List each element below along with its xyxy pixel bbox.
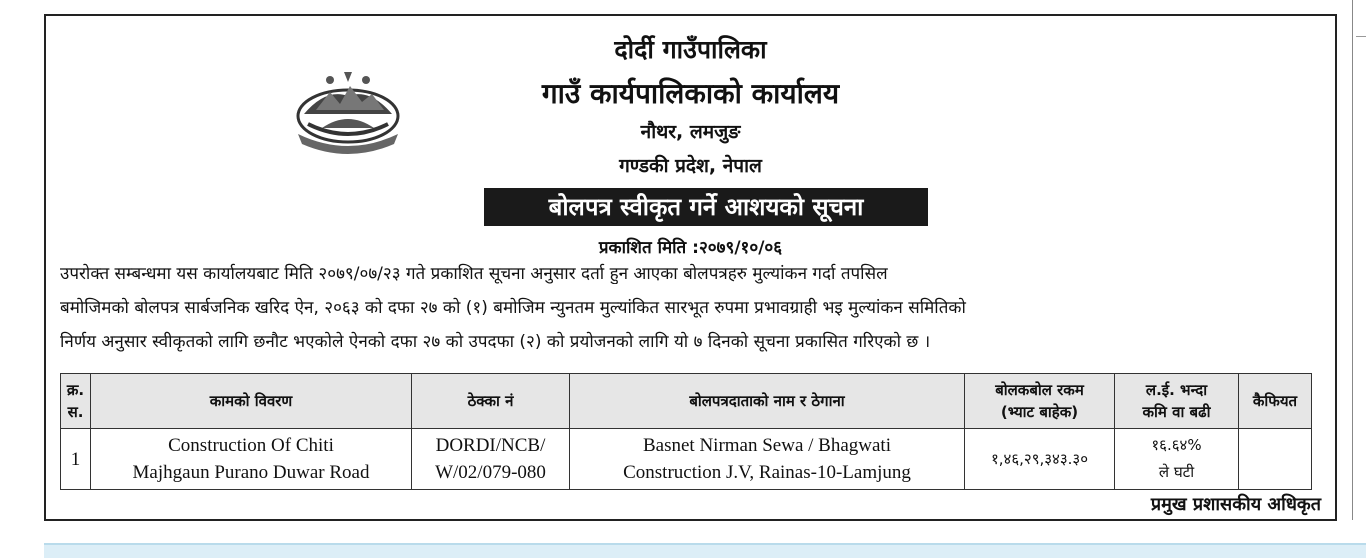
bid-award-table [60,373,1312,490]
municipality-name: दोर्दी गाउँपालिका [614,35,767,64]
header-contract-number: ठेक्का नं [412,374,570,429]
header-estimate-difference: ल.ई. भन्दा कमि वा बढी [1115,374,1239,429]
header-work-description: कामको विवरण [91,374,412,429]
notice-title-banner: बोलपत्र स्वीकृत गर्ने आशयको सूचना [484,188,928,226]
office-title: गाउँ कार्यपालिकाको कार्यालय [541,77,840,110]
notice-frame [44,14,1337,521]
table-header-row [61,374,1312,429]
office-location: नौथर, लमजुङ [640,121,741,143]
cell-work-description: Construction Of Chiti Majhgaun Purano Duwar Road [91,429,412,490]
header-sn: क्र. स. [61,374,91,429]
published-date: प्रकाशित मिति :२०७९/१०/०६ [598,238,783,258]
cell-remarks [1239,429,1312,490]
table-row [61,429,1312,490]
cell-contract-number: DORDI/NCB/ W/02/079-080 [412,429,570,490]
cell-sn: 1 [61,429,91,490]
cell-bidder-name-address: Basnet Nirman Sewa / Bhagwati Construction J.V, Rainas-10-Lamjung [570,429,965,490]
body-line-3: निर्णय अनुसार स्वीकृतको लागि छनौट भएकोले ऐनको दफा २७ को उपदफा (२) को प्रयोजनको लागि यो ७ दिनको सूचना प्रकासित गरिएको छ । [60,332,931,352]
office-province: गण्डकी प्रदेश, नेपाल [619,155,762,177]
header-bid-amount: बोलकबोल रकम (भ्याट बाहेक) [965,374,1115,429]
signatory-title: प्रमुख प्रशासकीय अधिकृत [1150,494,1321,515]
header-bidder-name-address: बोलपत्रदाताको नाम र ठेगाना [570,374,965,429]
bottom-highlight-band [44,543,1366,558]
cell-bid-amount: १,४६,२९,३४३.३० [965,429,1115,490]
page-edge-tick [1356,36,1366,37]
header-remarks: कैफियत [1239,374,1312,429]
body-line-2: बमोजिमको बोलपत्र सार्बजनिक खरिद ऐन, २०६३ को दफा २७ को (१) बमोजिम न्युनतम मुल्यांकित सारभूत रुपमा प्रभावग्राही भइ मुल्यांकन समितिको [60,298,966,318]
body-line-1: उपरोक्त सम्बन्धमा यस कार्यालयबाट मिति २०७९/०७/२३ गते प्रकाशित सूचना अनुसार दर्ता हुन आएका बोलपत्रहरु मुल्यांकन गर्दा तपसिल [60,264,888,284]
cell-estimate-difference: १६.६४% ले घटी [1115,429,1239,490]
page-edge-divider [1352,0,1353,520]
